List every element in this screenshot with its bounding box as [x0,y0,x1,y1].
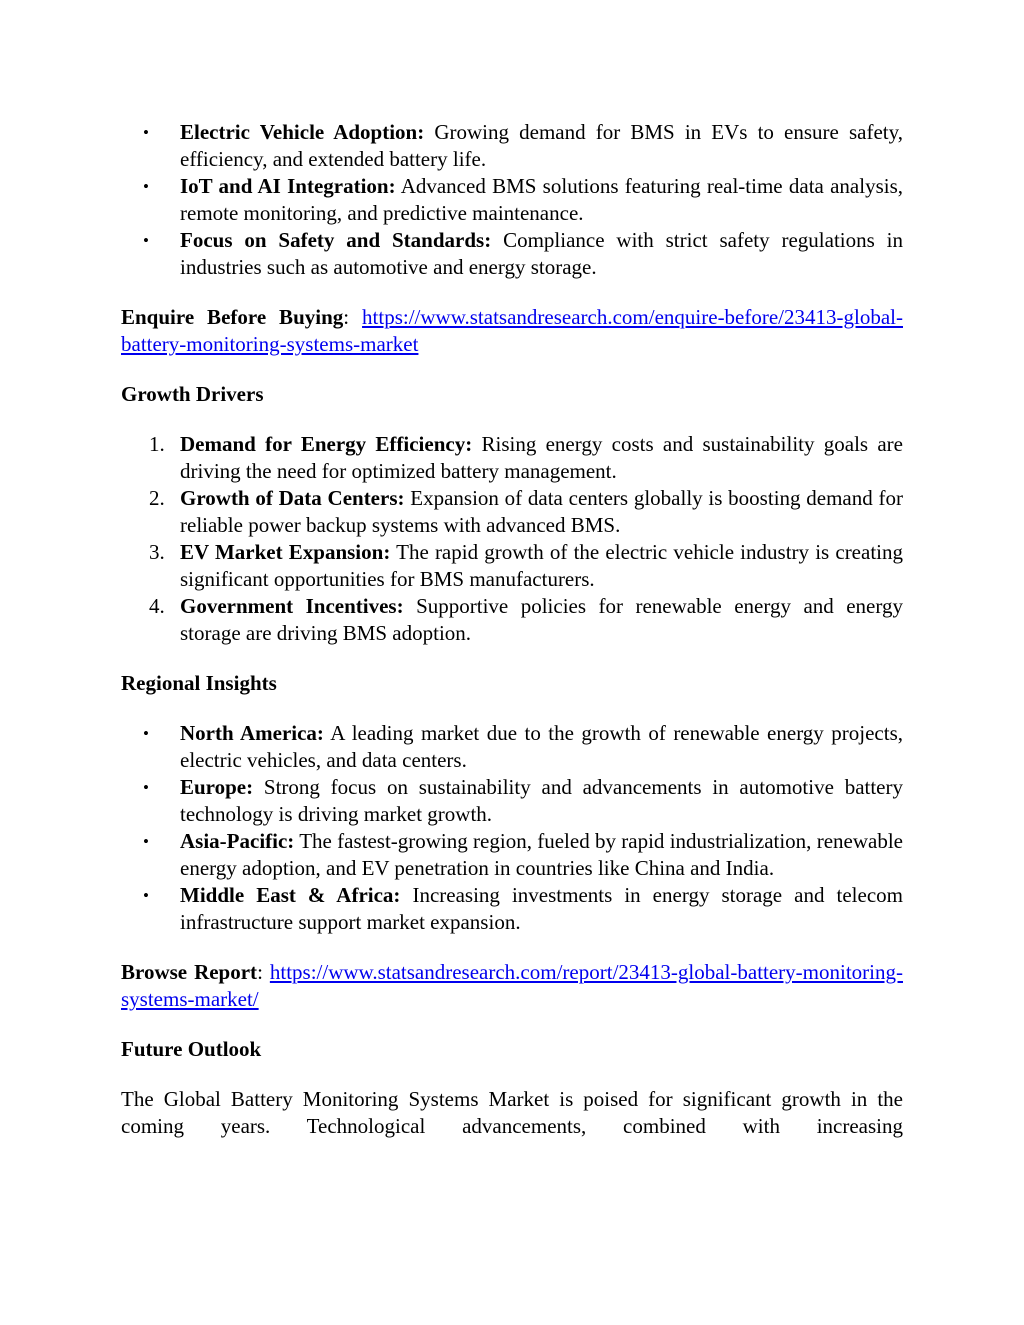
region-title: Europe: [180,775,254,799]
driver-title: Government Incentives: [180,594,404,618]
list-item [121,720,903,774]
trend-title: IoT and AI Integration: [180,174,396,198]
region-text: Strong focus on sustainability and advancements in automotive battery technology is driving market growth. [180,775,903,826]
driver-text: Rising energy costs and sustainability goals are driving the need for optimized battery management. [180,432,903,483]
region-text: The fastest-growing region, fueled by rapid industrialization, renewable energy adoption, and EV penetration in countries like China and India. [180,829,903,880]
bullet-icon: • [143,886,149,905]
item-number: 3. [149,540,165,564]
list-item [121,593,903,647]
driver-text: Expansion of data centers globally is boosting demand for reliable power backup systems with advanced BMS. [180,486,903,537]
browse-report-link[interactable]: https://www.statsandresearch.com/report/23413-global-battery-monitoring-systems-market/ [121,960,903,1011]
item-number: 4. [149,594,165,618]
browse-paragraph [121,959,903,1013]
bullet-icon: • [143,724,149,743]
list-item [121,431,903,485]
bullet-icon: • [143,123,149,142]
trend-text: Advanced BMS solutions featuring real-time data analysis, remote monitoring, and predictive maintenance. [180,174,904,225]
list-item [121,173,903,227]
list-item [121,119,903,173]
enquire-paragraph [121,304,903,358]
region-text: Increasing investments in energy storage and telecom infrastructure support market expansion. [180,883,903,934]
future-outlook-paragraph: The Global Battery Monitoring Systems Market is poised for significant growth in the coming years. Technological advancements, combined with increasing [121,1087,903,1138]
item-number: 1. [149,432,165,456]
browse-separator: : [257,960,270,984]
growth-drivers-list [121,431,903,647]
driver-text: The rapid growth of the electric vehicle industry is creating significant opportunities for BMS manufacturers. [180,540,903,591]
driver-text: Supportive policies for renewable energy and energy storage are driving BMS adoption. [180,594,903,645]
list-item [121,227,903,281]
bullet-icon: • [143,231,149,250]
enquire-label: Enquire Before Buying [121,305,344,329]
browse-label: Browse Report [121,960,258,984]
list-item [121,774,903,828]
item-number: 2. [149,486,165,510]
enquire-link[interactable]: https://www.statsandresearch.com/enquire-before/23413-global-battery-monitoring-systems-market [121,305,903,356]
trend-text: Growing demand for BMS in EVs to ensure safety, efficiency, and extended battery life. [180,120,903,171]
driver-title: EV Market Expansion: [180,540,391,564]
trend-text: Compliance with strict safety regulations in industries such as automotive and energy storage. [180,228,903,279]
regional-list [121,720,903,936]
region-title: Asia-Pacific: [180,829,295,853]
region-text: A leading market due to the growth of renewable energy projects, electric vehicles, and data centers. [180,721,903,772]
trend-title: Electric Vehicle Adoption: [180,120,425,144]
driver-title: Growth of Data Centers: [180,486,405,510]
enquire-separator: : [343,305,363,329]
region-title: Middle East & Africa: [180,883,401,907]
region-title: North America: [180,721,324,745]
list-item [121,882,903,936]
list-item [121,485,903,539]
bullet-icon: • [143,177,149,196]
trend-title: Focus on Safety and Standards: [180,228,492,252]
bullet-icon: • [143,778,149,797]
regional-insights-heading: Regional Insights [121,671,277,695]
driver-title: Demand for Energy Efficiency: [180,432,473,456]
bullet-icon: • [143,832,149,851]
trends-list [121,119,903,281]
list-item [121,828,903,882]
future-outlook-heading: Future Outlook [121,1037,262,1061]
document-page [121,119,903,1140]
growth-drivers-heading: Growth Drivers [121,382,264,406]
list-item [121,539,903,593]
